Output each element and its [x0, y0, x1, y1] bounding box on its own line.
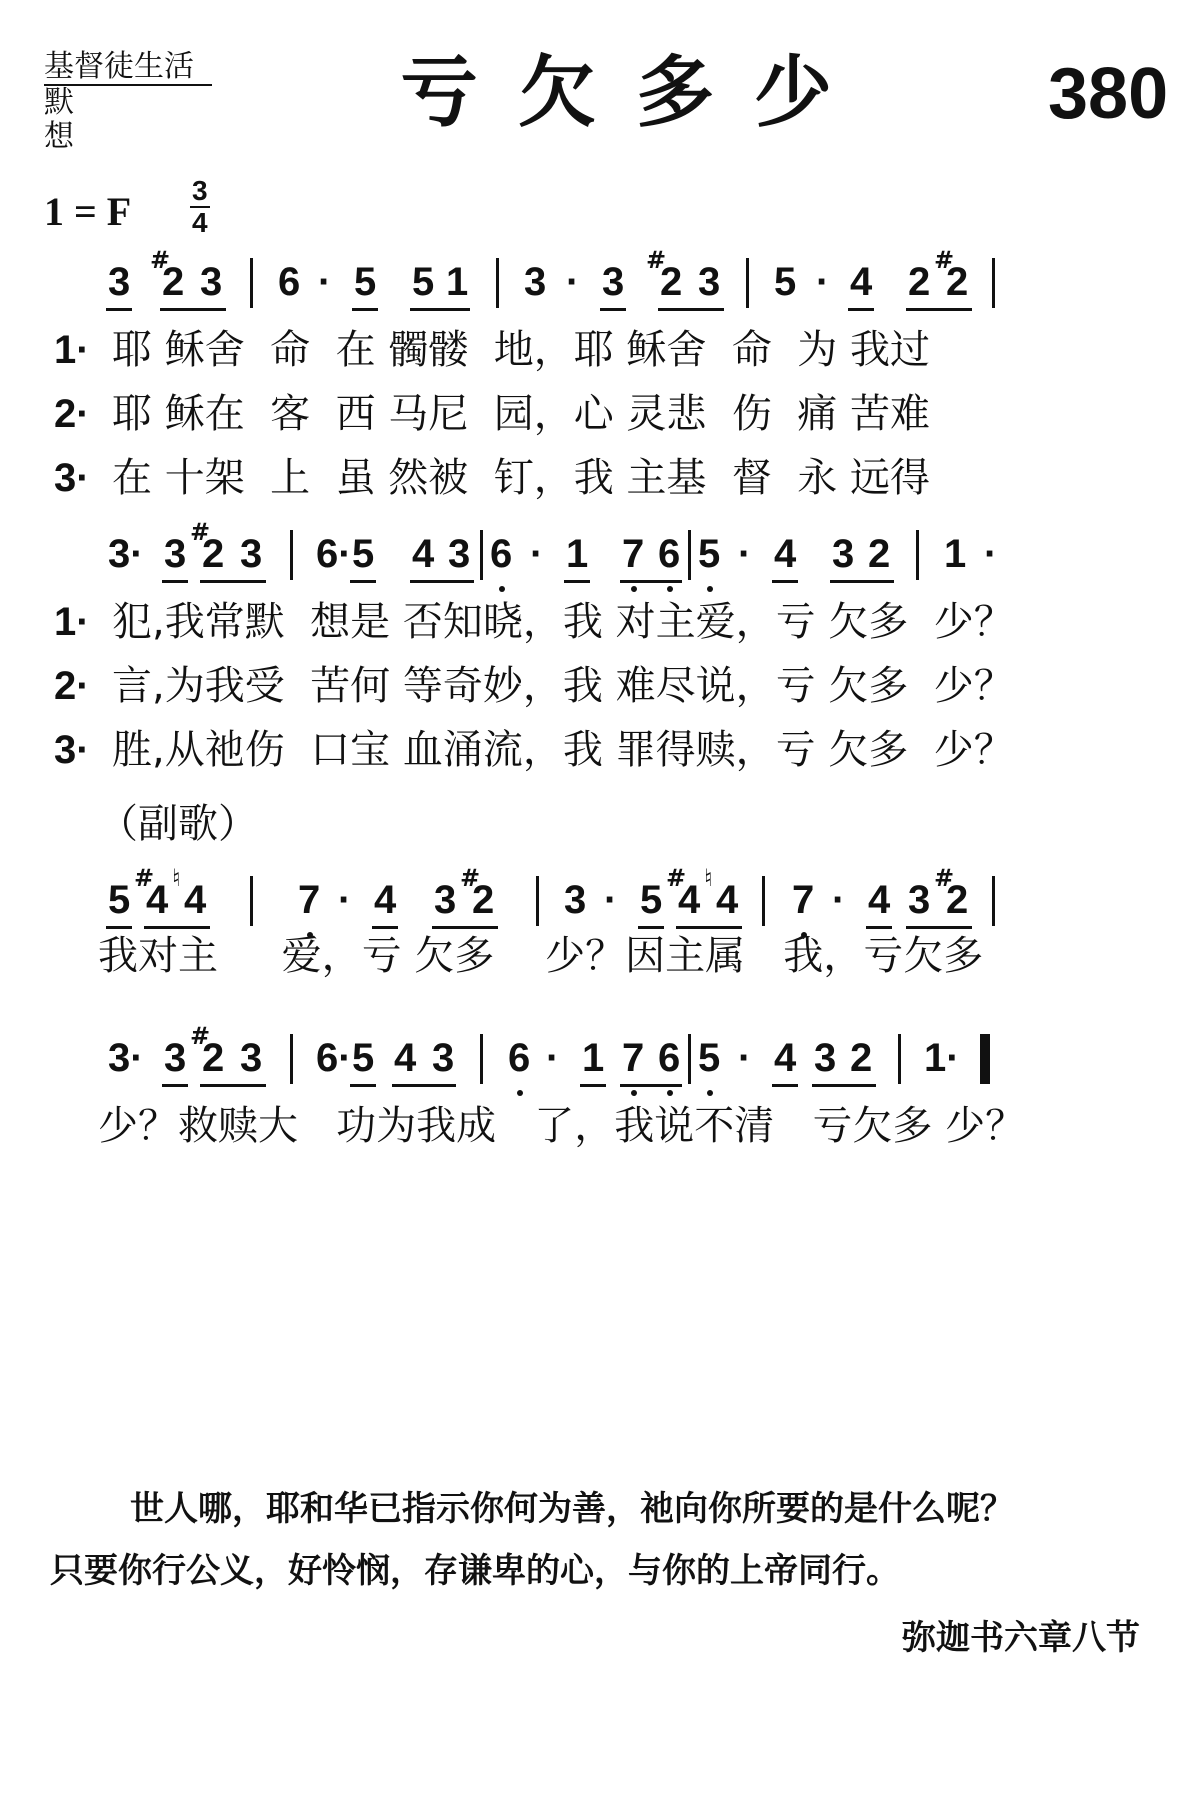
note: 3· — [108, 1036, 144, 1080]
note: 7 — [298, 878, 321, 922]
bar-line — [496, 258, 499, 308]
beam — [830, 580, 894, 583]
low-octave-dot — [517, 1090, 523, 1096]
note: 5 — [352, 532, 375, 576]
note: 4 — [146, 878, 169, 922]
natural-sign: ♮ — [704, 864, 713, 892]
note: 3 — [524, 260, 547, 304]
hymn-title: 亏欠多少 — [400, 48, 873, 138]
note: 4 — [678, 878, 701, 922]
bar-line — [916, 530, 919, 580]
note: 1 — [582, 1036, 605, 1080]
hymn-number: 380 — [1048, 54, 1169, 134]
category-line-1: 基督徒生活 — [44, 50, 212, 86]
sharp-sign: # — [646, 246, 667, 274]
bar-line — [688, 1034, 691, 1084]
beam — [620, 580, 682, 583]
bar-line — [290, 530, 293, 580]
verse-number: 2· — [54, 392, 90, 436]
note: 7 — [622, 1036, 645, 1080]
note: 5 — [412, 260, 435, 304]
note: 3 — [448, 532, 471, 576]
note: 3 — [164, 532, 187, 576]
beam — [772, 1084, 798, 1087]
beam — [410, 308, 470, 311]
beam — [658, 308, 724, 311]
note: · — [738, 532, 752, 576]
final-double-bar — [980, 1034, 990, 1084]
note: · — [604, 878, 618, 922]
bar-line — [480, 1034, 483, 1084]
beam — [600, 308, 626, 311]
note: 3 — [240, 1036, 263, 1080]
bar-line — [992, 876, 995, 926]
note: · — [984, 532, 998, 576]
note: 2 — [850, 1036, 873, 1080]
note: 3 — [908, 878, 931, 922]
note: 1 — [446, 260, 469, 304]
bar-line — [746, 258, 749, 308]
lyric-text: 胜,从祂伤 口宝 血涌流，我 罪得赎，亏 欠多 少？ — [112, 727, 1014, 773]
sharp-sign: # — [934, 864, 955, 892]
time-signature-top: 3 — [192, 175, 208, 206]
note: 1· — [924, 1036, 960, 1080]
chorus-label-line — [0, 796, 1200, 852]
note: 2 — [162, 260, 185, 304]
note: 2 — [660, 260, 683, 304]
note: 2 — [908, 260, 931, 304]
note: 3 — [564, 878, 587, 922]
note: 4 — [374, 878, 397, 922]
note: 3 — [602, 260, 625, 304]
note: 4 — [394, 1036, 417, 1080]
note: 6 — [658, 1036, 681, 1080]
lyric-text: 犯,我常默 想是 否知晓，我 对主爱，亏 欠多 少？ — [112, 599, 1014, 645]
note: 2 — [868, 532, 891, 576]
note: · — [546, 1036, 560, 1080]
lyric-text: 耶 稣在 客 西 马尼 园，心 灵悲 伤 痛 苦难 — [112, 391, 931, 437]
lyric-line — [0, 722, 1200, 778]
note: 2 — [472, 878, 495, 922]
note: 4 — [184, 878, 207, 922]
note: 2 — [202, 532, 225, 576]
note: 3 — [240, 532, 263, 576]
sharp-sign: # — [190, 518, 211, 546]
sharp-sign: # — [666, 864, 687, 892]
note: 6 — [278, 260, 301, 304]
note: 6 — [658, 532, 681, 576]
note: 2 — [202, 1036, 225, 1080]
note: 1 — [566, 532, 589, 576]
beam — [352, 308, 378, 311]
low-octave-dot — [707, 586, 713, 592]
note: · — [318, 260, 332, 304]
lyric-line — [0, 322, 1200, 378]
chorus-label: （副歌） — [98, 801, 258, 847]
note: 3 — [698, 260, 721, 304]
note: 3 — [108, 260, 131, 304]
low-octave-dot — [631, 586, 637, 592]
key-signature: 1 = F — [44, 189, 132, 234]
category-line-2: 默想 — [44, 85, 164, 154]
beam — [772, 580, 798, 583]
note: 3 — [200, 260, 223, 304]
time-signature-bottom: 4 — [192, 207, 208, 238]
note: · — [530, 532, 544, 576]
note: 7 — [792, 878, 815, 922]
note: 4 — [412, 532, 435, 576]
note: 4 — [850, 260, 873, 304]
note: 2 — [946, 878, 969, 922]
note: 5 — [640, 878, 663, 922]
low-octave-dot — [667, 1090, 673, 1096]
time-signature — [190, 176, 210, 238]
note: · — [338, 878, 352, 922]
lyric-text: 我对主 爱，亏 欠多 少？因主属 我，亏欠多 — [98, 933, 984, 979]
notation-line-1 — [0, 246, 1200, 314]
note: 5 — [352, 1036, 375, 1080]
verse-number: 1· — [54, 600, 90, 644]
chorus-notation-line-1 — [0, 864, 1200, 932]
note: 7 — [622, 532, 645, 576]
note: · — [816, 260, 830, 304]
note: 3 — [164, 1036, 187, 1080]
sharp-sign: # — [150, 246, 171, 274]
beam — [620, 1084, 682, 1087]
beam — [906, 308, 972, 311]
lyric-line — [0, 450, 1200, 506]
beam — [200, 1084, 266, 1087]
low-octave-dot — [631, 1090, 637, 1096]
note: 6 — [490, 532, 513, 576]
low-octave-dot — [667, 586, 673, 592]
bar-line — [536, 876, 539, 926]
notation-line-2 — [0, 518, 1200, 586]
bar-line — [480, 530, 483, 580]
bar-line — [250, 258, 253, 308]
note: 5 — [698, 1036, 721, 1080]
lyric-line — [0, 594, 1200, 650]
lyric-text: 耶 稣舍 命 在 髑髅 地，耶 稣舍 命 为 我过 — [112, 327, 931, 373]
chorus-lyric-line-1 — [0, 928, 1200, 984]
lyric-text: 少？救赎大 功为我成 了，我说不清 亏欠多 少？ — [98, 1103, 1026, 1149]
beam — [848, 308, 874, 311]
beam — [392, 1084, 456, 1087]
beam — [162, 580, 188, 583]
lyric-line — [0, 386, 1200, 442]
note: · — [832, 878, 846, 922]
note: · — [566, 260, 580, 304]
beam — [106, 308, 132, 311]
scripture-line-2: 只要你行公义，好怜悯，存谦卑的心，与你的上帝同行。 — [50, 1551, 900, 1591]
bar-line — [250, 876, 253, 926]
hymn-category — [44, 50, 212, 154]
scripture-quote — [50, 1478, 1150, 1602]
beam — [350, 580, 376, 583]
low-octave-dot — [499, 586, 505, 592]
note: 4 — [716, 878, 739, 922]
note: 5 — [774, 260, 797, 304]
note: 3 — [432, 1036, 455, 1080]
scripture-line-1: 世人哪，耶和华已指示你何为善，祂向你所要的是什么呢？ — [130, 1489, 1014, 1529]
scripture-reference: 弥迦书六章八节 — [902, 1618, 1140, 1658]
note: 2 — [946, 260, 969, 304]
chorus-notation-line-2 — [0, 1022, 1200, 1090]
note: 5 — [698, 532, 721, 576]
beam — [564, 580, 590, 583]
verse-number: 3· — [54, 456, 90, 500]
sharp-sign: # — [134, 864, 155, 892]
note: 6· — [316, 532, 352, 576]
lyric-line — [0, 658, 1200, 714]
bar-line — [762, 876, 765, 926]
sharp-sign: # — [460, 864, 481, 892]
low-octave-dot — [707, 1090, 713, 1096]
note: 5 — [354, 260, 377, 304]
chorus-lyric-line-2 — [0, 1098, 1200, 1154]
bar-line — [898, 1034, 901, 1084]
note: 3· — [108, 532, 144, 576]
beam — [200, 580, 266, 583]
note: 4 — [774, 532, 797, 576]
sharp-sign: # — [934, 246, 955, 274]
natural-sign: ♮ — [172, 864, 181, 892]
verse-number: 1· — [54, 328, 90, 372]
bar-line — [688, 530, 691, 580]
note: 3 — [814, 1036, 837, 1080]
note: 3 — [832, 532, 855, 576]
beam — [580, 1084, 606, 1087]
bar-line — [992, 258, 995, 308]
beam — [812, 1084, 876, 1087]
lyric-text: 言,为我受 苦何 等奇妙，我 难尽说，亏 欠多 少？ — [112, 663, 1014, 709]
note: 6 — [508, 1036, 531, 1080]
note: 1 — [944, 532, 967, 576]
bar-line — [290, 1034, 293, 1084]
sharp-sign: # — [190, 1022, 211, 1050]
beam — [410, 580, 474, 583]
verse-number: 2· — [54, 664, 90, 708]
note: 6· — [316, 1036, 352, 1080]
note: · — [738, 1036, 752, 1080]
beam — [350, 1084, 376, 1087]
note: 5 — [108, 878, 131, 922]
note: 4 — [774, 1036, 797, 1080]
lyric-text: 在 十架 上 虽 然被 钉，我 主基 督 永 远得 — [112, 455, 931, 501]
note: 4 — [868, 878, 891, 922]
beam — [160, 308, 226, 311]
beam — [162, 1084, 188, 1087]
verse-number: 3· — [54, 728, 90, 772]
note: 3 — [434, 878, 457, 922]
